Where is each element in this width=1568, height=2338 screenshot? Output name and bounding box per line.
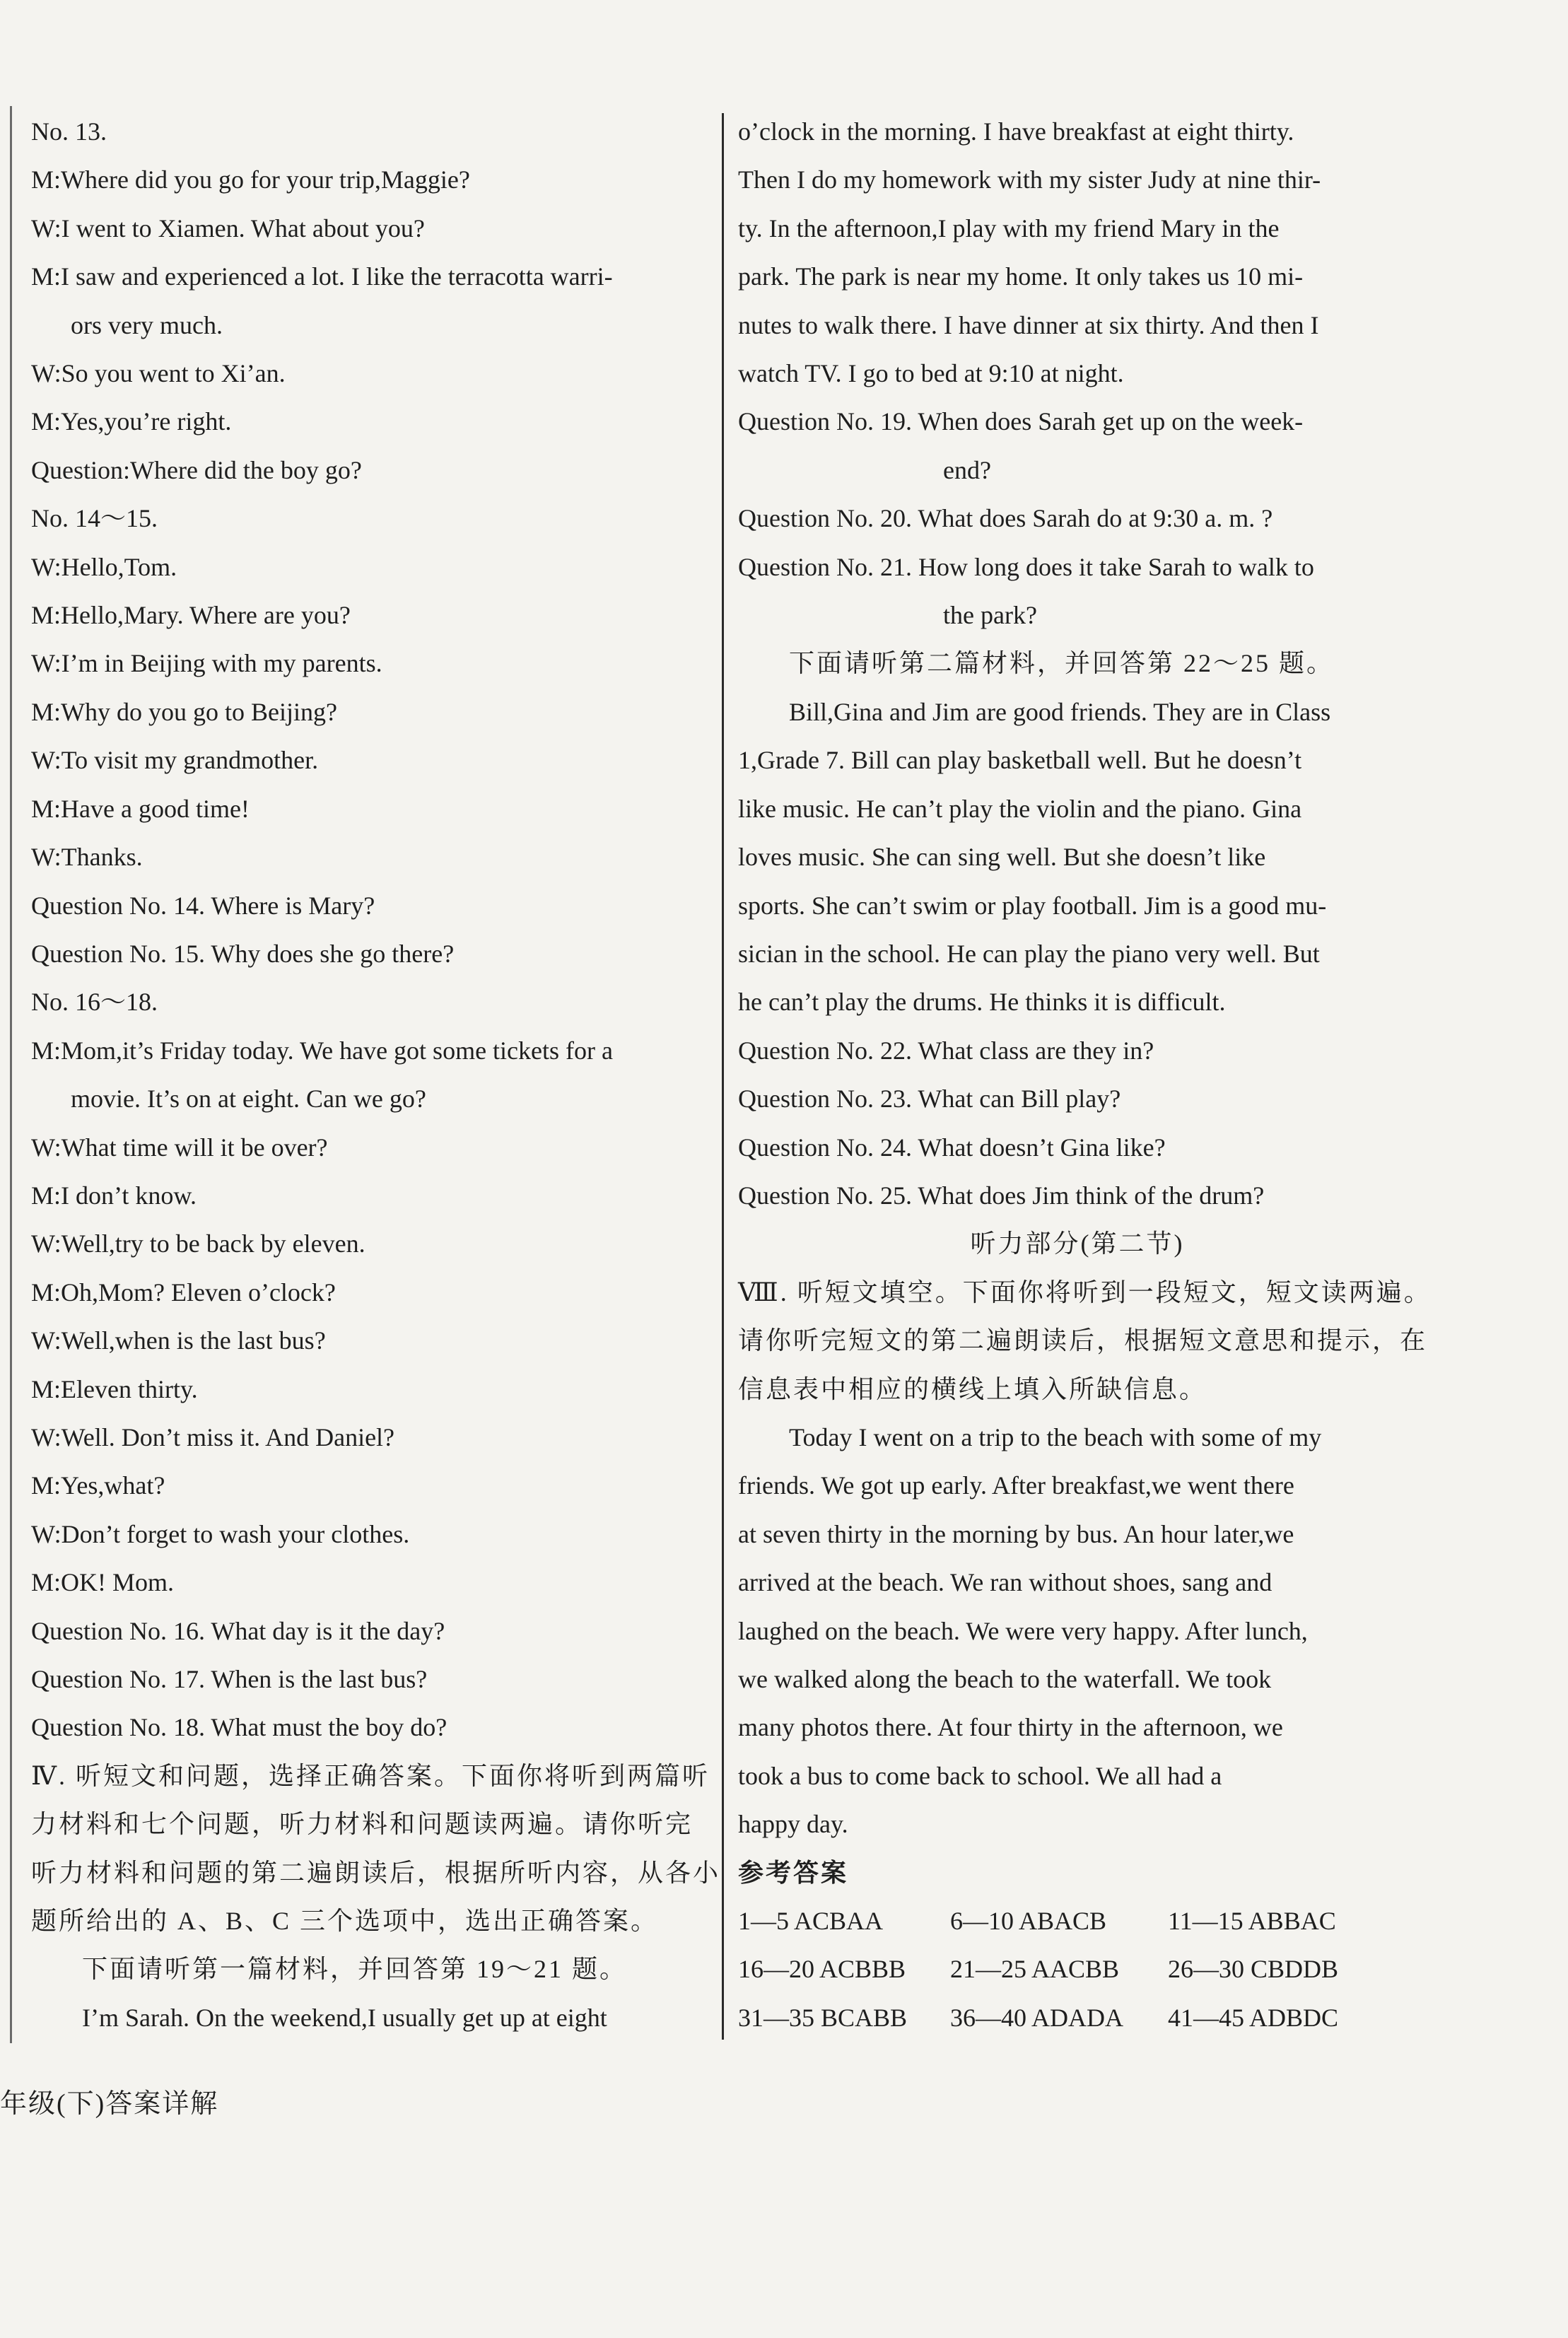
- left-line: No. 14～15.: [31, 504, 158, 533]
- right-line: Today I went on a trip to the beach with some of my: [789, 1422, 1322, 1451]
- right-column: [738, 107, 1432, 2042]
- right-line: Question No. 25. What does Jim think of the drum?: [738, 1181, 1265, 1210]
- left-line: ors very much.: [71, 310, 223, 339]
- left-line: Question No. 17. When is the last bus?: [31, 1665, 428, 1693]
- left-line: M:Eleven thirty.: [31, 1374, 198, 1403]
- answer-group: 31—35 BCABB: [738, 2003, 908, 2032]
- column-divider: [722, 113, 724, 2040]
- right-line: 信息表中相应的横线上填入所缺信息。: [738, 1374, 1207, 1403]
- left-line: Ⅳ. 听短文和问题，选择正确答案。下面你将听到两篇听: [31, 1761, 710, 1790]
- right-line: he can’t play the drums. He thinks it is difficult.: [738, 988, 1226, 1017]
- right-line: at seven thirty in the morning by bus. An hour later,we: [738, 1519, 1294, 1548]
- right-line: Ⅷ. 听短文填空。下面你将听到一段短文，短文读两遍。: [738, 1278, 1432, 1307]
- right-line: sports. She can’t swim or play football. Jim is a good mu-: [738, 891, 1327, 920]
- right-line: 下面请听第二篇材料，并回答第 22～25 题。: [789, 649, 1335, 678]
- right-line: Then I do my homework with my sister Judy at nine thir-: [738, 165, 1321, 194]
- left-line: movie. It’s on at eight. Can we go?: [71, 1085, 426, 1114]
- left-line: 力材料和七个问题，听力材料和问题读两遍。请你听完: [31, 1810, 694, 1839]
- right-line: many photos there. At four thirty in the afternoon, we: [738, 1713, 1283, 1742]
- left-line: M:Where did you go for your trip,Maggie?: [31, 165, 470, 194]
- left-line: M:Have a good time!: [31, 794, 250, 823]
- left-line: W:I’m in Beijing with my parents.: [31, 649, 382, 678]
- right-line: sician in the school. He can play the piano very well. But: [738, 939, 1320, 968]
- left-line: Question No. 16. What day is it the day?: [31, 1616, 445, 1645]
- right-line: Question No. 24. What doesn’t Gina like?: [738, 1133, 1166, 1162]
- left-line: 题所给出的 A、B、C 三个选项中，选出正确答案。: [31, 1907, 659, 1936]
- right-line: o’clock in the morning. I have breakfast at eight thirty.: [738, 117, 1294, 146]
- right-line: Bill,Gina and Jim are good friends. They are in Class: [789, 697, 1331, 726]
- right-line: 听力部分(第二节): [970, 1229, 1185, 1258]
- right-line: the park?: [943, 601, 1037, 630]
- left-line: W:Thanks.: [31, 843, 143, 872]
- answer-row: [738, 1897, 1417, 1945]
- right-line: 请你听完短文的第二遍朗读后，根据短文意思和提示，在: [738, 1326, 1428, 1355]
- right-line: like music. He can’t play the violin and the piano. Gina: [738, 794, 1302, 823]
- right-line: Question No. 19. When does Sarah get up on the week-: [738, 407, 1304, 436]
- left-edge-rule: [10, 106, 12, 2043]
- right-line: Question No. 20. What does Sarah do at 9:30 a. m. ?: [738, 504, 1273, 533]
- right-line: park. The park is near my home. It only takes us 10 mi-: [738, 262, 1304, 291]
- right-line: ty. In the afternoon,I play with my friend Mary in the: [738, 214, 1280, 242]
- left-line: M:Yes,what?: [31, 1471, 165, 1500]
- right-line: Question No. 22. What class are they in?: [738, 1036, 1154, 1065]
- left-line: W:Well. Don’t miss it. And Daniel?: [31, 1422, 395, 1451]
- left-line: W:Don’t forget to wash your clothes.: [31, 1519, 410, 1548]
- left-line: M:I saw and experienced a lot. I like the terracotta warri-: [31, 262, 613, 291]
- right-line: end?: [943, 455, 991, 484]
- left-line: 下面请听第一篇材料，并回答第 19～21 题。: [82, 1955, 628, 1984]
- left-line: W:What time will it be over?: [31, 1133, 328, 1162]
- left-column: [31, 107, 721, 2042]
- answer-group: 36—40 ADADA: [950, 2003, 1124, 2032]
- left-line: M:I don’t know.: [31, 1181, 197, 1210]
- right-line: we walked along the beach to the waterfall. We took: [738, 1665, 1272, 1693]
- left-line: Question No. 14. Where is Mary?: [31, 891, 375, 920]
- left-line: No. 13.: [31, 117, 107, 146]
- answer-group: 1—5 ACBAA: [738, 1907, 884, 1936]
- right-line: took a bus to come back to school. We all had a: [738, 1761, 1222, 1790]
- right-line: Question No. 21. How long does it take Sarah to walk to: [738, 552, 1314, 581]
- left-line: M:OK! Mom.: [31, 1568, 175, 1597]
- left-line: M:Mom,it’s Friday today. We have got some tickets for a: [31, 1036, 613, 1065]
- answer-key: [738, 1897, 1417, 2042]
- answer-group: 26—30 CBDDB: [1168, 1955, 1339, 1984]
- answer-group: 6—10 ABACB: [950, 1907, 1107, 1936]
- answer-group: 11—15 ABBAC: [1168, 1907, 1336, 1936]
- right-line: loves music. She can sing well. But she doesn’t like: [738, 843, 1266, 872]
- right-line: 1,Grade 7. Bill can play basketball well. But he doesn’t: [738, 746, 1302, 775]
- left-line: Question:Where did the boy go?: [31, 455, 362, 484]
- left-line: M:Oh,Mom? Eleven o’clock?: [31, 1278, 336, 1307]
- left-line: W:So you went to Xi’an.: [31, 359, 286, 388]
- answer-group: 21—25 AACBB: [950, 1955, 1120, 1984]
- left-line: W:To visit my grandmother.: [31, 746, 319, 775]
- right-column-text: [738, 107, 1432, 1897]
- left-line: M:Why do you go to Beijing?: [31, 697, 337, 726]
- right-line: laughed on the beach. We were very happy. After lunch,: [738, 1616, 1308, 1645]
- answer-row: [738, 1994, 1417, 2042]
- left-line: 听力材料和问题的第二遍朗读后，根据所听内容，从各小: [31, 1858, 721, 1887]
- right-line: happy day.: [738, 1810, 848, 1839]
- left-line: I’m Sarah. On the weekend,I usually get up at eight: [82, 2003, 607, 2032]
- right-line: Question No. 23. What can Bill play?: [738, 1085, 1121, 1114]
- right-line: arrived at the beach. We ran without shoes, sang and: [738, 1568, 1272, 1597]
- left-line: No. 16～18.: [31, 988, 158, 1017]
- left-line: Question No. 15. Why does she go there?: [31, 939, 455, 968]
- answer-group: 41—45 ADBDC: [1168, 2003, 1339, 2032]
- left-line: Question No. 18. What must the boy do?: [31, 1713, 447, 1742]
- right-line: 参考答案: [738, 1858, 849, 1887]
- left-line: W:Well,when is the last bus?: [31, 1326, 326, 1355]
- left-line: W:Hello,Tom.: [31, 552, 177, 581]
- left-line: W:Well,try to be back by eleven.: [31, 1229, 365, 1258]
- left-line: M:Yes,you’re right.: [31, 407, 232, 436]
- right-line: friends. We got up early. After breakfast,we went there: [738, 1471, 1294, 1500]
- right-line: nutes to walk there. I have dinner at six thirty. And then I: [738, 310, 1319, 339]
- left-line: M:Hello,Mary. Where are you?: [31, 601, 351, 630]
- right-line: watch TV. I go to bed at 9:10 at night.: [738, 359, 1124, 388]
- answer-row: [738, 1945, 1417, 1993]
- answer-group: 16—20 ACBBB: [738, 1955, 906, 1984]
- page-footer: 年级(下)答案详解: [0, 2089, 219, 2119]
- left-line: W:I went to Xiamen. What about you?: [31, 214, 425, 242]
